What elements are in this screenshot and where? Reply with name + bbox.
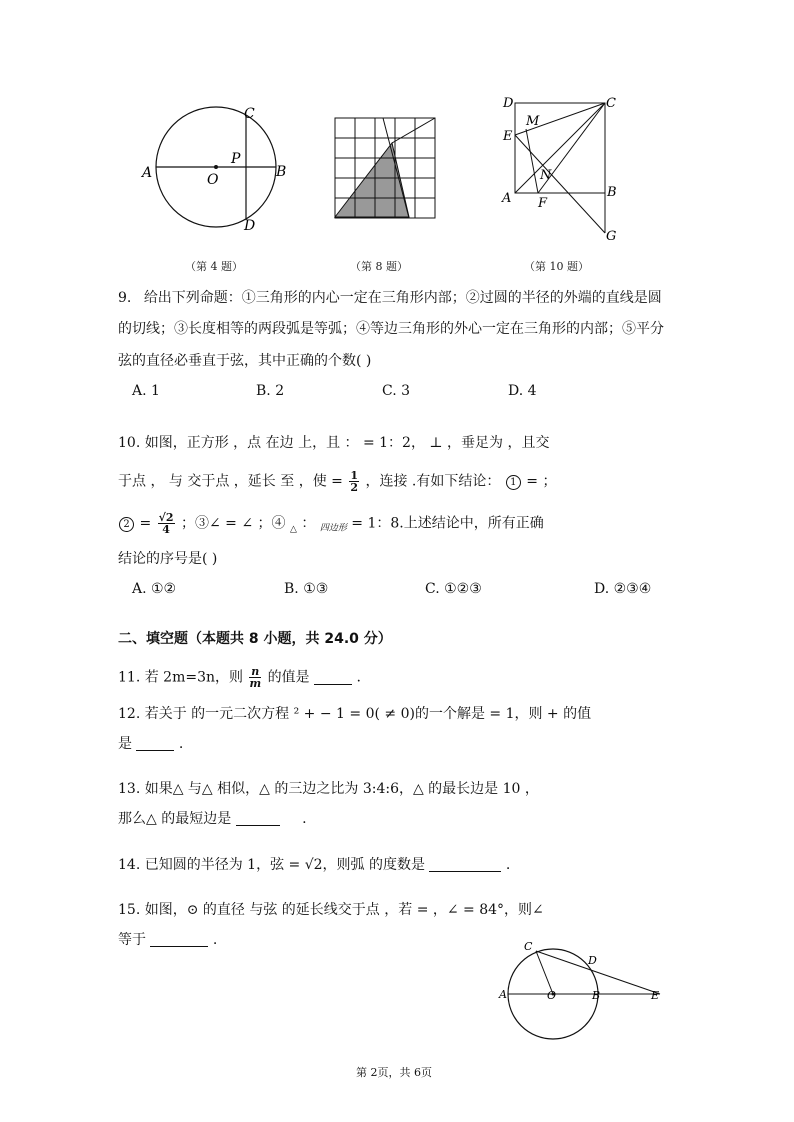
fig8-caption: （第 8 题） (350, 260, 408, 273)
q12-end: . (178, 736, 184, 752)
fig10-label-b: B (607, 185, 617, 200)
fig10-label-d: D (503, 96, 514, 111)
fig10-label-a: A (502, 191, 512, 206)
q10-option-b: B. ①③ (284, 581, 329, 597)
figure-8-grid-diagram (330, 113, 440, 223)
q9-line1 (118, 289, 662, 307)
q9-option-d: D. 4 (508, 383, 537, 399)
q10-circled-2: 2 (119, 517, 134, 532)
q10-option-a: A. ①② (132, 581, 177, 597)
fig15-label-o: O (547, 989, 557, 1002)
fig15-label-d: D (588, 954, 597, 967)
q13-line1: 13. 如果△ 与△ 相似，△ 的三边之比为 3:4:6，△ 的最长边是 10 ， (118, 781, 539, 797)
q14-end: . (505, 857, 511, 873)
fig15-label-b: B (592, 989, 601, 1002)
q13-line2-prefix: 那么△ 的最短边是 (118, 811, 232, 827)
q11-frac-den: m (249, 677, 262, 690)
fig4-label-d: D (244, 218, 256, 234)
q15-answer-blank[interactable] (150, 932, 208, 947)
q10-frac-num: 1 (350, 469, 358, 482)
figure-15-circle-secant-diagram (496, 938, 676, 1033)
q9-option-c: C. 3 (382, 383, 411, 399)
q10-fraction-root2-over-4 (158, 512, 175, 535)
q12-answer-blank[interactable] (136, 736, 174, 751)
fig4-label-p: P (231, 151, 241, 167)
q14-text: 14. 已知圆的半径为 1，弦 = √2，则弧 的度数是 (118, 857, 425, 873)
fig10-label-g: G (606, 229, 617, 244)
q11-line (118, 666, 361, 689)
q12-line2-prefix: 是 (118, 736, 132, 752)
section-2-title: 二、填空题（本题共 8 小题，共 24.0 分） (118, 631, 392, 647)
q9-line3: 弦的直径必垂直于弦，其中正确的个数( ) (118, 353, 372, 369)
fig15-label-e: E (651, 989, 660, 1002)
q10-line3 (118, 512, 544, 539)
q11-prefix: 11. 若 2m=3n，则 (118, 669, 244, 686)
q11-answer-blank[interactable] (314, 670, 352, 685)
q10-frac2-den: 4 (162, 523, 170, 536)
q9-option-a: A. 1 (132, 383, 160, 399)
q13-end: . (302, 811, 307, 827)
q13-line2 (118, 810, 307, 828)
q9-line2: 的切线；③长度相等的两段弧是等弧；④等边三角形的外心一定在三角形的内部；⑤平分 (118, 321, 664, 337)
q10-line4: 结论的序号是( ) (118, 551, 218, 567)
q10-line3-sub: 四边形 (319, 523, 347, 534)
q10-line2-a: 于点 ， 与 交于点 ，延长 至 ，使 = (118, 473, 343, 490)
fig4-label-b: B (276, 164, 287, 180)
q10-line1: 10. 如图，正方形 ，点 在边 上，且 ： = 1：2， ⊥ ，垂足为 ，且交 (118, 435, 550, 451)
q9-option-b: B. 2 (256, 383, 285, 399)
q10-line3-c: ： (301, 515, 316, 532)
fig10-label-e: E (503, 129, 513, 144)
q10-option-d: D. ②③④ (594, 581, 652, 597)
q9-number: 9. (118, 290, 132, 306)
q11-end: . (356, 669, 361, 686)
fig10-label-n: N (540, 168, 552, 183)
q10-fraction-half (349, 470, 359, 493)
q10-frac2-num: √2 (158, 511, 174, 524)
q10-line2-b: ，连接 .有如下结论： (365, 473, 501, 490)
fig10-label-c: C (606, 96, 616, 111)
fig15-label-a: A (499, 988, 507, 1001)
q10-frac-den: 2 (350, 481, 358, 494)
fig4-caption: （第 4 题） (185, 260, 243, 273)
fig10-label-m: M (526, 114, 540, 129)
q12-line1: 12. 若关于 的一元二次方程 ² + − 1 = 0( ≠ 0)的一个解是 = 1，则 + 的值 (118, 706, 592, 722)
q10-line2 (118, 470, 556, 493)
q9-text-line1: 给出下列命题：①三角形的内心一定在三角形内部；②过圆的半径的外端的直线是圆 (143, 290, 662, 306)
q15-end: . (212, 932, 218, 948)
q13-answer-blank[interactable] (236, 811, 280, 826)
q10-line3-b: ；③∠ = ∠ ；④ (180, 515, 290, 532)
figure-4-circle-diagram (140, 100, 300, 240)
q12-line2 (118, 735, 183, 753)
fig10-caption: （第 10 题） (524, 260, 589, 273)
q15-line2-prefix: 等于 (118, 932, 146, 948)
q15-line1: 15. 如图，⊙ 的直径 与弦 的延长线交于点 ，若 = ，∠ = 84°，则∠ (118, 902, 544, 918)
q11-fraction-n-over-m (249, 666, 261, 689)
q10-circled-1: 1 (506, 475, 521, 490)
fig15-label-c: C (524, 940, 533, 953)
fig4-label-o: O (207, 172, 219, 188)
q14-answer-blank[interactable] (429, 857, 501, 872)
q10-option-c: C. ①②③ (425, 581, 482, 597)
page-footer: 第 2页，共 6页 (356, 1066, 432, 1079)
fig4-label-c: C (244, 106, 255, 122)
q10-line3-a: = (139, 515, 152, 532)
figure-10-square-diagram (498, 95, 628, 245)
q14-line (118, 856, 510, 874)
q11-suffix: 的值是 (267, 669, 310, 686)
fig4-label-a: A (142, 165, 153, 181)
fig10-label-f: F (538, 196, 548, 211)
q10-line2-c: = ； (526, 473, 557, 490)
q10-line3-d: = 1：8.上述结论中，所有正确 (351, 515, 544, 532)
q10-line3-tri: △ (289, 524, 297, 535)
q11-frac-num: n (251, 665, 260, 678)
q15-line2 (118, 931, 217, 949)
